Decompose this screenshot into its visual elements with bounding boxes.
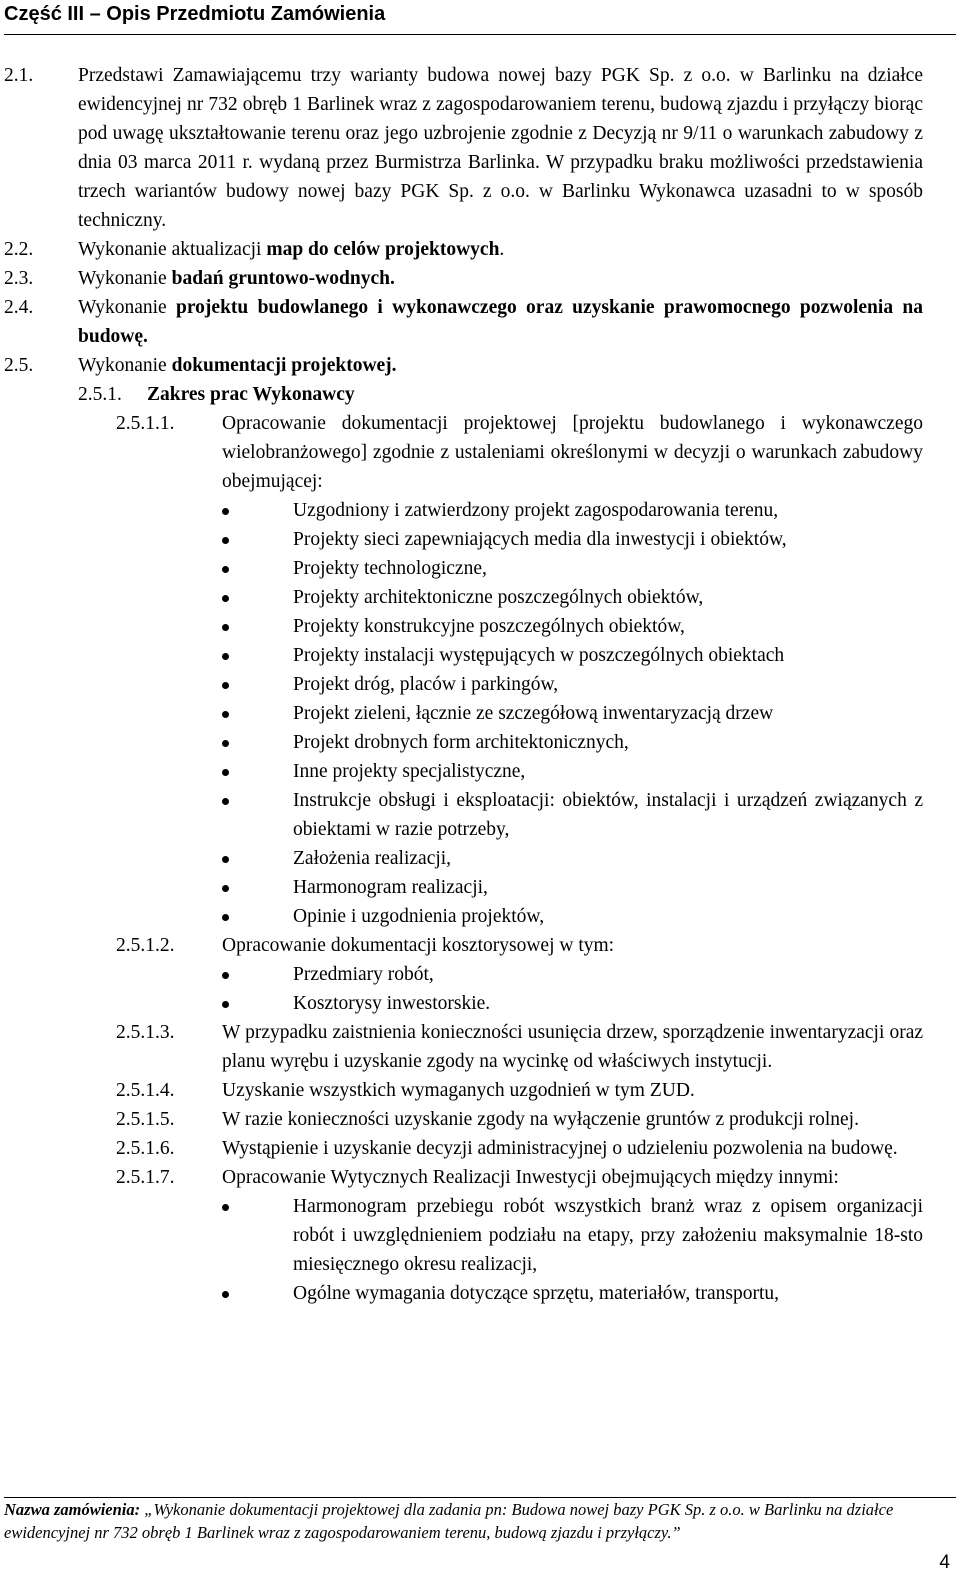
list-item: Projekty konstrukcyjne poszczególnych obiektów, bbox=[0, 612, 960, 641]
section-2-5-1-7 bbox=[0, 1163, 960, 1192]
bullet-icon bbox=[222, 1204, 229, 1211]
list-item: Ogólne wymagania dotyczące sprzętu, materiałów, transportu, bbox=[0, 1279, 960, 1308]
section-text: Opracowanie Wytycznych Realizacji Inwestycji obejmujących między innymi: bbox=[222, 1167, 839, 1188]
section-number: 2.1. bbox=[4, 65, 34, 86]
section-text: Wykonanie aktualizacji map do celów projektowych. bbox=[78, 239, 505, 260]
section-number: 2.5.1.6. bbox=[116, 1138, 175, 1159]
section-bold: dokumentacji projektowej. bbox=[171, 355, 397, 376]
footer-label: Nazwa zamówienia: bbox=[4, 1500, 141, 1519]
section-bold: badań gruntowo-wodnych. bbox=[171, 268, 395, 289]
section-2-3 bbox=[0, 264, 960, 293]
section-2-5-1-6 bbox=[0, 1134, 960, 1163]
list-item: Inne projekty specjalistyczne, bbox=[0, 757, 960, 786]
bullet-icon bbox=[222, 508, 229, 515]
section-bold: projektu budowlanego i wykonawczego oraz uzyskanie prawomocnego pozwolenia na budowę. bbox=[78, 297, 923, 347]
section-2-4 bbox=[0, 293, 960, 351]
bullet-icon bbox=[222, 798, 229, 805]
list-item: Projekt zieleni, łącznie ze szczegółową inwentaryzacją drzew bbox=[0, 699, 960, 728]
bullet-list bbox=[0, 960, 960, 1018]
page-number: 4 bbox=[939, 1552, 950, 1573]
bullet-icon bbox=[222, 537, 229, 544]
list-item: Projekty sieci zapewniających media dla inwestycji i obiektów, bbox=[0, 525, 960, 554]
bullet-icon bbox=[222, 885, 229, 892]
section-bold: map do celów projektowych bbox=[266, 239, 500, 260]
section-text: Wystąpienie i uzyskanie decyzji administracyjnej o udzieleniu pozwolenia na budowę. bbox=[222, 1138, 898, 1159]
bullet-icon bbox=[222, 566, 229, 573]
section-2-5-1-3 bbox=[0, 1018, 960, 1076]
section-text bbox=[147, 380, 923, 409]
footer-text: „Wykonanie dokumentacji projektowej dla zadania pn: Budowa nowej bazy PGK Sp. z o.o. w Barlinku na działce ewidencyjnej nr 732 obręb 1 Barlinek wraz z zagospodarowaniem terenu, budową zjazdu i przyłączy.” bbox=[4, 1500, 894, 1542]
bullet-icon bbox=[222, 1291, 229, 1298]
list-item: Kosztorysy inwestorskie. bbox=[0, 989, 960, 1018]
section-text: Opracowanie dokumentacji kosztorysowej w tym: bbox=[222, 935, 615, 956]
list-item: Projekty architektoniczne poszczególnych obiektów, bbox=[0, 583, 960, 612]
list-item: Harmonogram przebiegu robót wszystkich branż wraz z opisem organizacji robót i uwzględnieniem podziału na etapy, przy założeniu maksymalnie 18-sto miesięcznego okresu realizacji, bbox=[0, 1192, 960, 1279]
page-footer bbox=[4, 1497, 956, 1544]
list-item: Opinie i uzgodnienia projektów, bbox=[0, 902, 960, 931]
section-number: 2.5.1.3. bbox=[116, 1022, 175, 1043]
list-item: Przedmiary robót, bbox=[0, 960, 960, 989]
bullet-icon bbox=[222, 711, 229, 718]
page-header bbox=[4, 0, 956, 35]
header-title: Część III – Opis Przedmiotu Zamówienia bbox=[4, 3, 386, 25]
section-text: Wykonanie projektu budowlanego i wykonawczego oraz uzyskanie prawomocnego pozwolenia na budowę. bbox=[78, 297, 923, 347]
list-item: Projekty technologiczne, bbox=[0, 554, 960, 583]
bullet-list bbox=[0, 1192, 960, 1308]
bullet-icon bbox=[222, 624, 229, 631]
document-body bbox=[0, 61, 960, 1308]
list-item: Uzgodniony i zatwierdzony projekt zagospodarowania terenu, bbox=[0, 496, 960, 525]
section-number: 2.5.1.5. bbox=[116, 1109, 175, 1130]
bullet-icon bbox=[222, 856, 229, 863]
section-number: 2.5.1.1. bbox=[116, 413, 175, 434]
section-text: Opracowanie dokumentacji projektowej [projektu budowlanego i wykonawczego wielobranżowego] zgodnie z ustaleniami określonymi w decyzji o warunkach zabudowy obejmującej: bbox=[222, 413, 923, 492]
bullet-icon bbox=[222, 769, 229, 776]
list-item: Instrukcje obsługi i eksploatacji: obiektów, instalacji i urządzeń związanych z obiektami w razie potrzeby, bbox=[0, 786, 960, 844]
section-bold: Zakres prac Wykonawcy bbox=[147, 384, 355, 405]
section-number: 2.4. bbox=[4, 297, 34, 318]
section-number: 2.5.1.7. bbox=[116, 1167, 175, 1188]
list-item: Założenia realizacji, bbox=[0, 844, 960, 873]
section-number: 2.5.1.4. bbox=[116, 1080, 175, 1101]
bullet-list bbox=[0, 496, 960, 931]
bullet-icon bbox=[222, 1001, 229, 1008]
section-number: 2.5.1.2. bbox=[116, 935, 175, 956]
section-2-5-1-2 bbox=[0, 931, 960, 960]
section-2-5-1-4 bbox=[0, 1076, 960, 1105]
section-text: W razie konieczności uzyskanie zgody na wyłączenie gruntów z produkcji rolnej. bbox=[222, 1109, 859, 1130]
list-item: Projekty instalacji występujących w poszczególnych obiektach bbox=[0, 641, 960, 670]
section-number: 2.5. bbox=[4, 355, 34, 376]
section-text: Wykonanie badań gruntowo-wodnych. bbox=[78, 268, 395, 289]
section-text: Wykonanie dokumentacji projektowej. bbox=[78, 355, 397, 376]
bullet-icon bbox=[222, 682, 229, 689]
bullet-icon bbox=[222, 653, 229, 660]
section-text: W przypadku zaistnienia konieczności usunięcia drzew, sporządzenie inwentaryzacji oraz planu wyrębu i uzyskanie zgody na wycinkę od właściwych instytucji. bbox=[222, 1022, 923, 1072]
list-item: Projekt dróg, placów i parkingów, bbox=[0, 670, 960, 699]
bullet-icon bbox=[222, 914, 229, 921]
section-number: 2.3. bbox=[4, 268, 34, 289]
section-2-5-1 bbox=[0, 380, 960, 409]
section-2-5-1-5 bbox=[0, 1105, 960, 1134]
list-item: Harmonogram realizacji, bbox=[0, 873, 960, 902]
section-2-5-1-1 bbox=[0, 409, 960, 496]
section-2-5 bbox=[0, 351, 960, 380]
list-item: Projekt drobnych form architektonicznych, bbox=[0, 728, 960, 757]
section-2-2 bbox=[0, 235, 960, 264]
section-2-1 bbox=[0, 61, 960, 235]
section-number: 2.2. bbox=[4, 239, 34, 260]
section-text: Uzyskanie wszystkich wymaganych uzgodnień w tym ZUD. bbox=[222, 1080, 695, 1101]
bullet-icon bbox=[222, 595, 229, 602]
section-number: 2.5.1. bbox=[78, 384, 122, 405]
section-text: Przedstawi Zamawiającemu trzy warianty budowa nowej bazy PGK Sp. z o.o. w Barlinku na działce ewidencyjnej nr 732 obręb 1 Barlinek wraz z zagospodarowaniem terenu, budową zjazdu i przyłączy biorąc pod uwagę ukształtowanie terenu oraz jego uzbrojenie zgodnie z Decyzją nr 9/11 o warunkach zabudowy z dnia 03 marca 2011 r. wydaną przez Burmistrza Barlinka. W przypadku braku możliwości przedstawienia trzech wariantów budowy nowej bazy PGK Sp. z o.o. w Barlinku Wykonawca uzasadni to w sposób techniczny. bbox=[78, 65, 923, 231]
bullet-icon bbox=[222, 972, 229, 979]
bullet-icon bbox=[222, 740, 229, 747]
